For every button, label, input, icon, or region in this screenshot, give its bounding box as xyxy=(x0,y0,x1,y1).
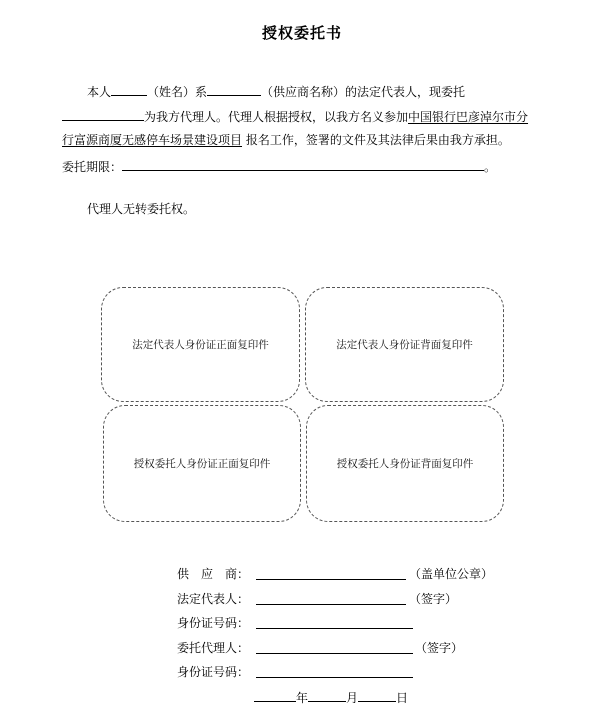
supplier-signature-line[interactable] xyxy=(256,579,406,580)
month-blank[interactable] xyxy=(308,688,346,702)
year-blank[interactable] xyxy=(254,688,296,702)
legal-rep-id-front-label: 法定代表人身份证正面复印件 xyxy=(132,339,269,351)
legal-rep-id-back-label: 法定代表人身份证背面复印件 xyxy=(336,339,473,351)
supplier-name-blank[interactable] xyxy=(207,82,261,96)
term-end: 。 xyxy=(484,160,497,174)
day-blank[interactable] xyxy=(358,688,396,702)
supplier-label: 供 应 商： xyxy=(177,567,250,581)
legal-rep-signature-line[interactable] xyxy=(256,604,406,605)
name-blank[interactable] xyxy=(111,82,147,96)
day-label: 日 xyxy=(396,691,409,705)
term-line xyxy=(62,157,496,175)
legal-rep-label: 法定代表人： xyxy=(177,592,250,606)
paragraph-line-1 xyxy=(87,82,465,100)
agent-id-front-box xyxy=(103,405,301,522)
agent-sign-note: （签字） xyxy=(415,641,464,655)
text-name-xi: （姓名）系 xyxy=(147,85,208,99)
date-row xyxy=(254,688,408,706)
id-number-label-1: 身份证号码： xyxy=(177,616,250,630)
paragraph-line-2 xyxy=(62,107,528,125)
no-transfer-statement: 代理人无转委托权。 xyxy=(87,202,196,216)
text-project-name-underlined: 行富源商厦无感停车场景建设项目 xyxy=(62,133,243,147)
legal-rep-id-back-box xyxy=(305,287,504,402)
id-number-label-2: 身份证号码： xyxy=(177,665,250,679)
text-bank-name-underlined: 中国银行巴彦淖尔市分 xyxy=(408,110,529,124)
term-label: 委托期限： xyxy=(62,160,123,174)
agent-signature-line[interactable] xyxy=(256,653,413,654)
text-ben-ren: 本人 xyxy=(87,85,112,99)
document-title: 授权委托书 xyxy=(261,24,342,42)
agent-id-back-label: 授权委托人身份证背面复印件 xyxy=(336,458,474,470)
month-label: 月 xyxy=(346,691,359,705)
term-blank[interactable] xyxy=(122,157,484,171)
year-label: 年 xyxy=(296,691,309,705)
agent-id-back-box xyxy=(306,405,504,522)
agent-id-front-label: 授权委托人身份证正面复印件 xyxy=(133,458,271,470)
legal-rep-sign-note: （签字） xyxy=(409,592,458,606)
paragraph-line-3 xyxy=(62,132,510,148)
text-agent-authority: 为我方代理人。代理人根据授权，以我方名义参加 xyxy=(144,110,409,124)
id-number-line-2[interactable] xyxy=(256,677,413,678)
agent-name-blank[interactable] xyxy=(62,107,144,121)
legal-rep-id-front-box xyxy=(101,287,300,402)
text-registration-work: 报名工作，签署的文件及其法律后果由我方承担。 xyxy=(242,133,510,147)
text-legal-rep-entrust: （供应商名称）的法定代表人，现委托 xyxy=(261,85,466,99)
agent-label: 委托代理人： xyxy=(177,641,250,655)
id-number-line-1[interactable] xyxy=(256,628,413,629)
supplier-seal-note: （盖单位公章） xyxy=(409,567,494,581)
